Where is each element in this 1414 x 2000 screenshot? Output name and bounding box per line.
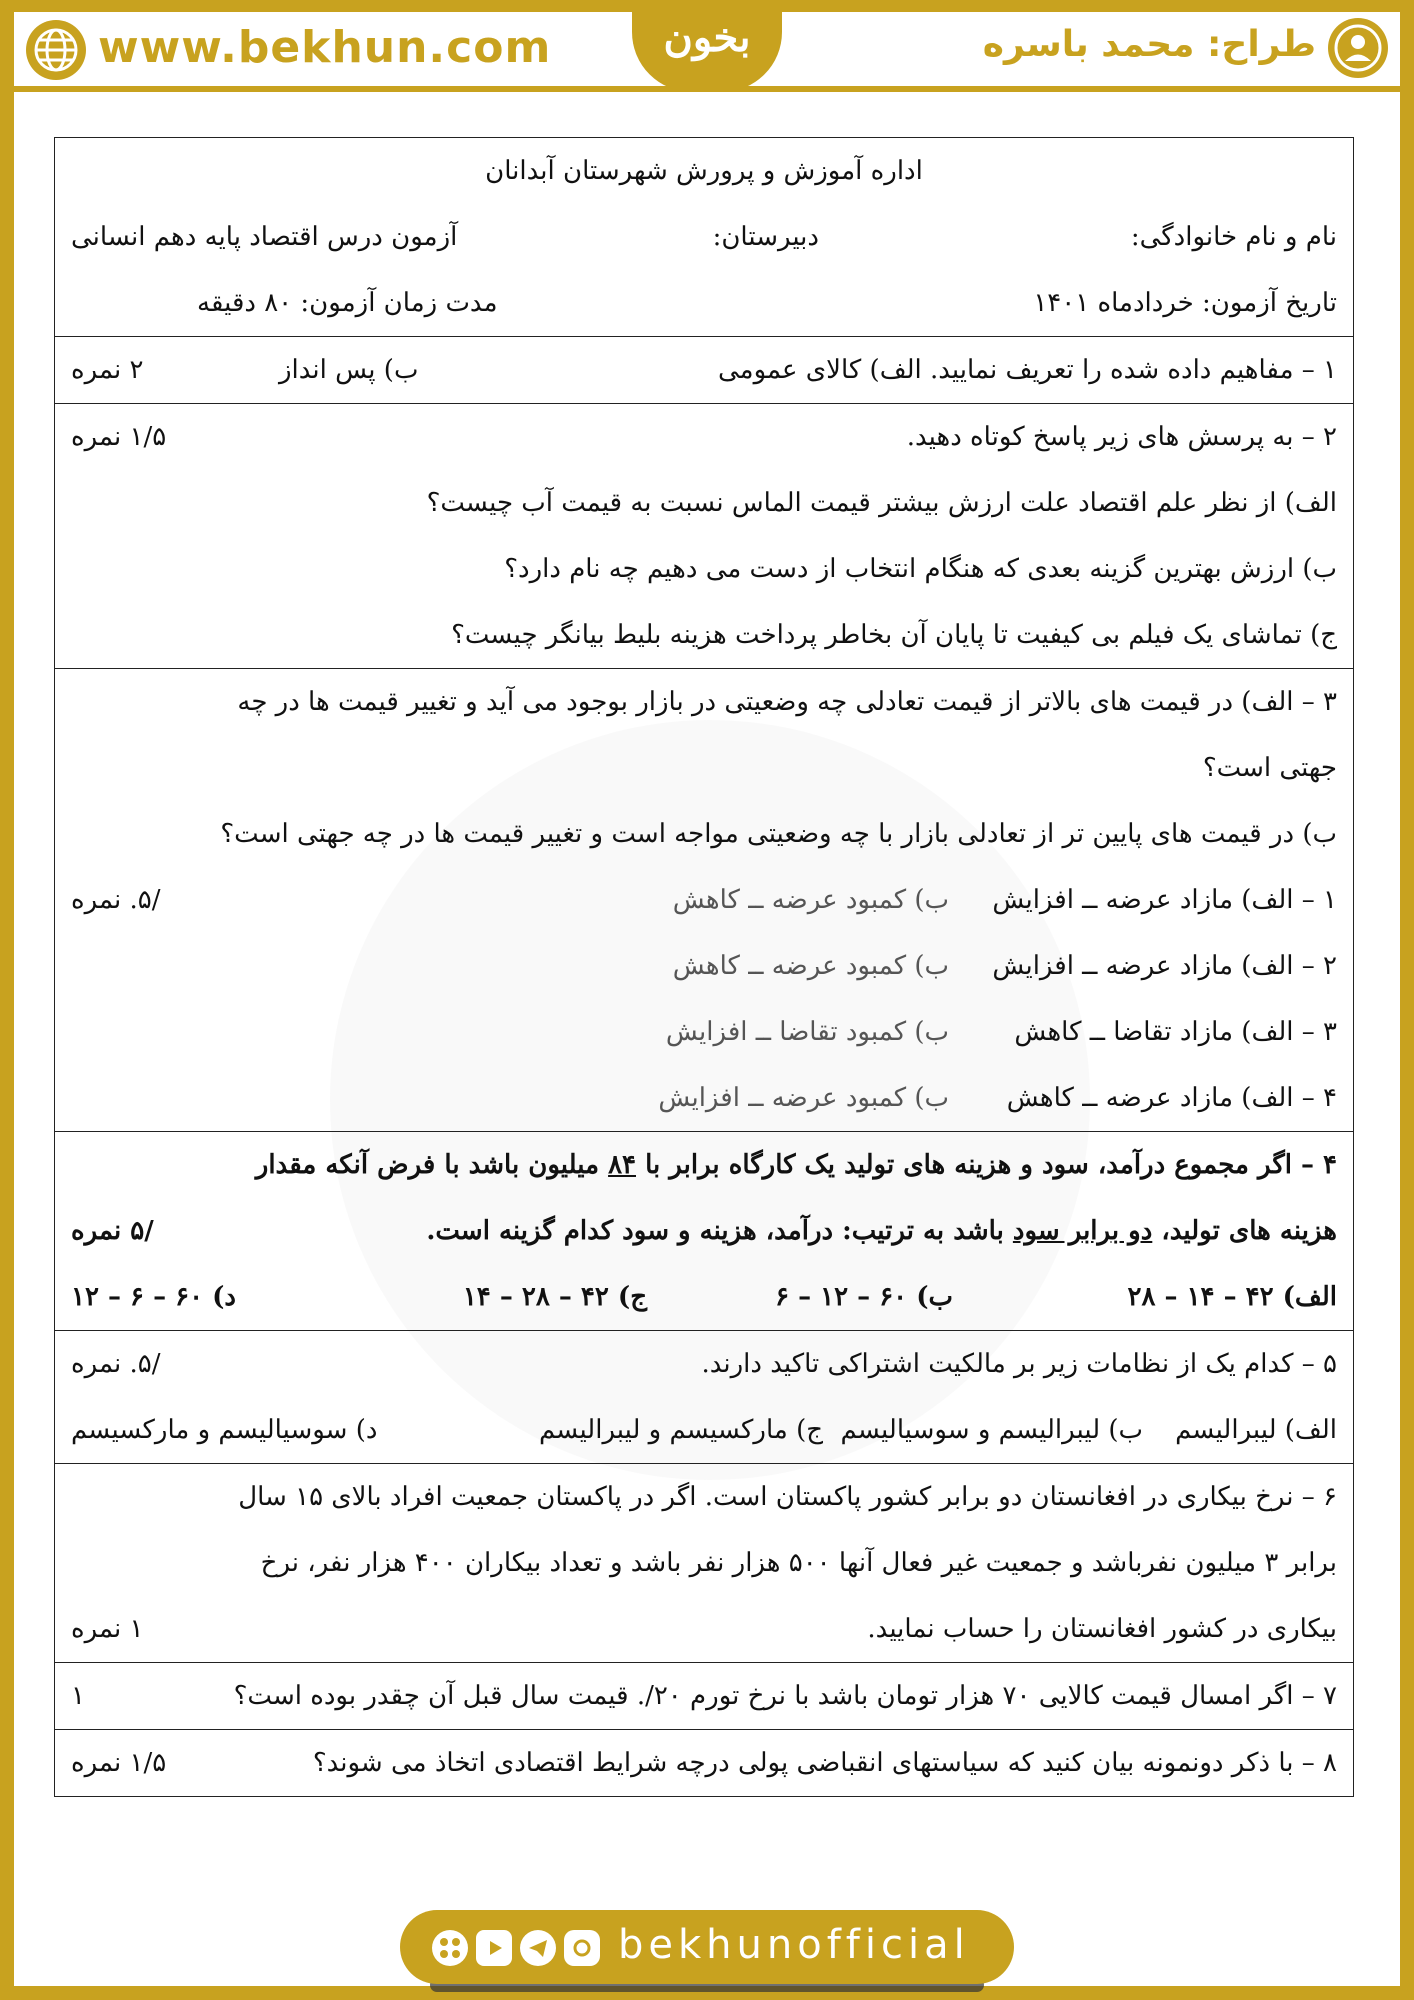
question-4 [55, 1132, 1353, 1331]
q6-line-3: بیکاری در کشور افغانستان را حساب نمایید. [867, 1614, 1337, 1644]
exam-date: تاریخ آزمون: خردادماه ۱۴۰۱ [1033, 288, 1337, 318]
q2-text: ۲ – به پرسش های زیر پاسخ کوتاه دهید. [906, 422, 1337, 452]
q1-option-b: ب) پس انداز [279, 355, 419, 385]
question-8 [55, 1730, 1353, 1796]
q5-option-b: ب) لیبرالیسم و سوسیالیسم [840, 1415, 1143, 1445]
q3-option-4 [71, 1065, 1337, 1131]
telegram-icon[interactable] [520, 1930, 556, 1966]
office-title: اداره آموزش و پرورش شهرستان آبدانان [485, 156, 923, 186]
q3-option-1-a: ۱ – الف) مازاد عرضه ــ افزایش [992, 885, 1337, 915]
info-row-2 [71, 270, 1337, 336]
q5-options [71, 1397, 1337, 1463]
q5-text: ۵ – کدام یک از نظامات زیر بر مالکیت اشتراکی تاکید دارند. [701, 1349, 1337, 1379]
q4-score: /۵ نمره [71, 1216, 154, 1246]
q5-option-c: ج) مارکسیسم و لیبرالیسم [538, 1415, 823, 1445]
q7-text: ۷ – اگر امسال قیمت کالایی ۷۰ هزار تومان باشد با نرخ تورم ۲۰/. قیمت سال قبل آن چقدر بوده است؟ [233, 1681, 1337, 1711]
q2-score: ۱/۵ نمره [71, 422, 167, 452]
footer-social-bar [400, 1910, 1014, 1984]
q4-line2-underline: دو برابر سود [1012, 1216, 1153, 1246]
question-6 [55, 1464, 1353, 1663]
designer-credit: طراح: محمد باسره [982, 24, 1316, 65]
q4-options [71, 1264, 1337, 1330]
question-3 [55, 669, 1353, 1132]
q1-text: ۱ – مفاهیم داده شده را تعریف نمایید. الف) کالای عمومی [717, 355, 1337, 385]
question-1 [55, 337, 1353, 404]
instagram-icon[interactable] [564, 1930, 600, 1966]
q5-option-a: الف) لیبرالیسم [1175, 1415, 1337, 1445]
youtube-icon[interactable] [476, 1930, 512, 1966]
q3-option-1 [71, 867, 1337, 933]
name-label: نام و نام خانوادگی: [1130, 222, 1337, 252]
q3-score: /۵. نمره [71, 885, 161, 915]
school-label: دبیرستان: [712, 222, 819, 252]
q4-option-d: د) ۶۰ – ۶ – ۱۲ [71, 1282, 236, 1312]
q7-score: ۱ [71, 1681, 85, 1711]
q3-option-3-a: ۳ – الف) مازاد تقاضا ــ کاهش [1014, 1017, 1337, 1047]
question-5 [55, 1331, 1353, 1464]
q2-part-a: الف) از نظر علم اقتصاد علت ارزش بیشتر قیمت الماس نسبت به قیمت آب چیست؟ [426, 488, 1337, 518]
q3-option-4-b: ب) کمبود عرضه ــ افزایش [658, 1083, 949, 1113]
exam-title: آزمون درس اقتصاد پایه دهم انسانی [71, 222, 458, 252]
exam-duration: مدت زمان آزمون: ۸۰ دقیقه [197, 288, 498, 318]
q2-part-b: ب) ارزش بهترین گزینه بعدی که هنگام انتخاب از دست می دهیم چه نام دارد؟ [504, 554, 1337, 584]
question-7 [55, 1663, 1353, 1730]
q3-option-1-b: ب) کمبود عرضه ــ کاهش [672, 885, 949, 915]
q3-option-2 [71, 933, 1337, 999]
q6-score: ۱ نمره [71, 1614, 144, 1644]
q3-option-2-a: ۲ – الف) مازاد عرضه ــ افزایش [992, 951, 1337, 981]
q4-line1-number: ۸۴ [608, 1150, 636, 1180]
exam-header [55, 138, 1353, 337]
q4-line1-start: ۴ – اگر مجموع درآمد، سود و هزینه های تولید یک کارگاه برابر با [645, 1150, 1337, 1180]
info-row-1 [71, 204, 1337, 270]
q3-option-3-b: ب) کمبود تقاضا ــ افزایش [665, 1017, 949, 1047]
q5-option-d: د) سوسیالیسم و مارکسیسم [71, 1415, 378, 1445]
logo-text: بخون [663, 14, 751, 61]
q3-option-2-b: ب) کمبود عرضه ــ کاهش [672, 951, 949, 981]
q4-line2-end: باشد به ترتیب: درآمد، هزینه و سود کدام گزینه است. [426, 1216, 1004, 1246]
q4-line-2 [71, 1198, 1337, 1264]
q6-line-2: برابر ۳ میلیون نفرباشد و جمعیت غیر فعال آنها ۵۰۰ هزار نفر باشد و تعداد بیکاران ۴۰۰ هزار نفر، نرخ [260, 1548, 1337, 1578]
aparat-icon[interactable] [432, 1930, 468, 1966]
q3-part-b: ب) در قیمت های پایین تر از تعادلی بازار با چه وضعیتی مواجه است و تغییر قیمت ها در چه جهتی است؟ [220, 819, 1337, 849]
q2-part-c: ج) تماشای یک فیلم بی کیفیت تا پایان آن بخاطر پرداخت هزینه بلیط بیانگر چیست؟ [451, 620, 1337, 650]
question-2 [55, 404, 1353, 669]
q4-line-1 [71, 1132, 1337, 1198]
q3-option-3 [71, 999, 1337, 1065]
q3-part-a-line1: ۳ – الف) در قیمت های بالاتر از قیمت تعادلی چه وضعیتی در بازار بوجود می آید و تغییر قیمت ها در چه [237, 687, 1337, 717]
q6-line-1: ۶ – نرخ بیکاری در افغانستان دو برابر کشور پاکستان است. اگر در پاکستان جمعیت افراد بالای ۱۵ سال [238, 1482, 1337, 1512]
website-link[interactable]: www.bekhun.com [98, 22, 552, 73]
social-handle[interactable]: bekhunofficial [618, 1922, 970, 1968]
exam-sheet [54, 137, 1354, 1797]
q8-text: ۸ – با ذکر دونمونه بیان کنید که سیاستهای انقباضی پولی درچه شرایط اقتصادی اتخاذ می شوند؟ [312, 1748, 1337, 1778]
q4-option-b: ب) ۶۰ – ۱۲ – ۶ [775, 1282, 953, 1312]
q3-part-a-line2: جهتی است؟ [1202, 753, 1337, 783]
q5-score: /۵. نمره [71, 1349, 161, 1379]
q4-line1-end: میلیون باشد با فرض آنکه مقدار [255, 1150, 599, 1180]
q4-option-a: الف) ۴۲ – ۱۴ – ۲۸ [1127, 1282, 1337, 1312]
q4-line2-start: هزینه های تولید، [1161, 1216, 1337, 1246]
q3-option-4-a: ۴ – الف) مازاد عرضه ــ کاهش [1006, 1083, 1337, 1113]
q8-score: ۱/۵ نمره [71, 1748, 167, 1778]
q4-option-c: ج) ۴۲ – ۲۸ – ۱۴ [462, 1282, 647, 1312]
q1-score: ۲ نمره [71, 355, 144, 385]
